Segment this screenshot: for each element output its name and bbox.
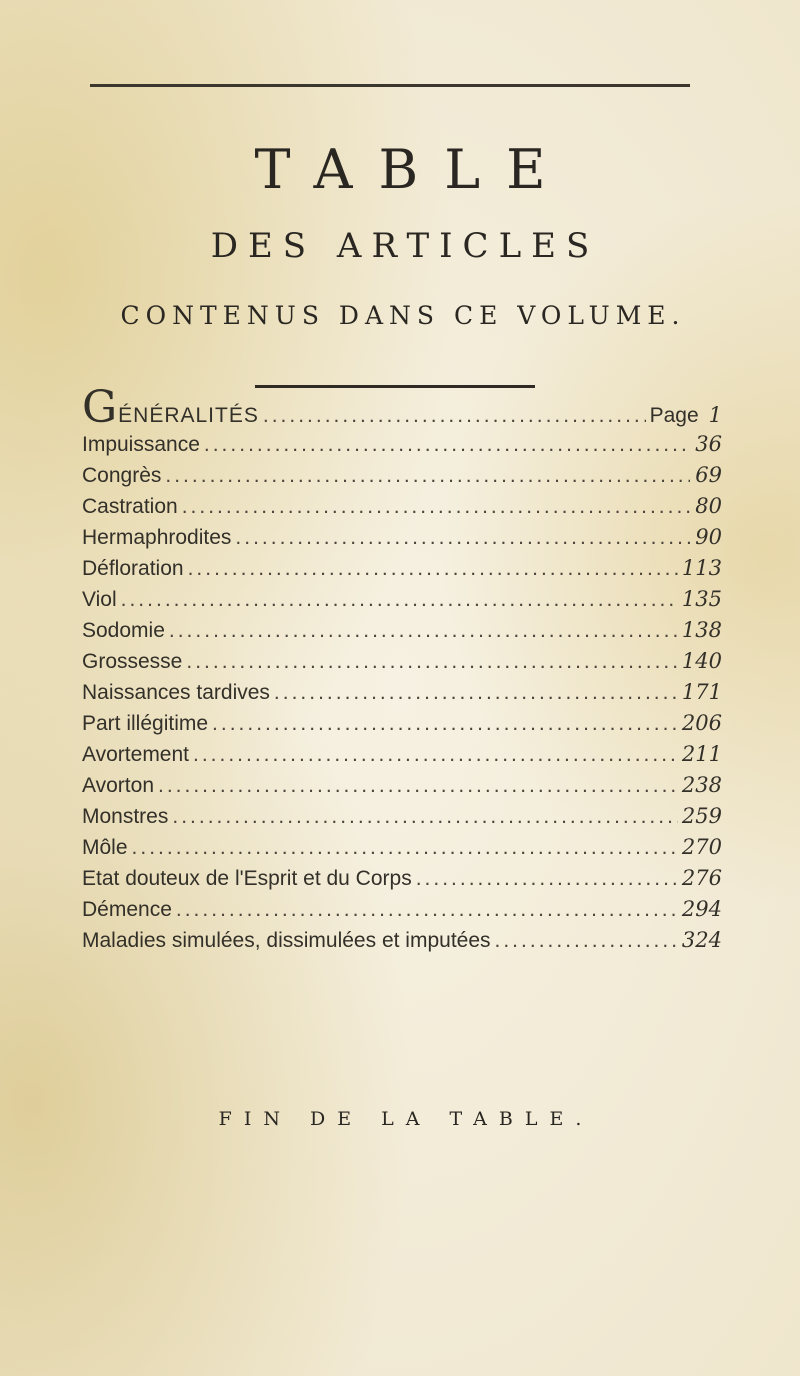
toc-entry-label: Impuissance xyxy=(82,433,200,456)
toc-entry xyxy=(82,429,722,460)
toc-page-number: 69 xyxy=(695,463,722,487)
toc-entry-label: Viol xyxy=(82,588,117,611)
toc-entry xyxy=(82,460,722,491)
page-prefix: Page xyxy=(649,404,699,427)
toc-page-number xyxy=(650,400,722,431)
toc-entry-label: Avorton xyxy=(82,774,154,797)
toc-page-number: 171 xyxy=(681,680,722,704)
toc-entry-label: Castration xyxy=(82,495,178,518)
toc-page-number: 276 xyxy=(681,866,722,890)
toc-entry xyxy=(82,739,722,770)
toc-entry xyxy=(82,646,722,677)
table-of-contents xyxy=(82,382,722,956)
toc-entry xyxy=(82,382,722,433)
dot-leader xyxy=(186,646,678,677)
ornamental-rule xyxy=(255,385,535,388)
dot-leader xyxy=(263,400,646,431)
dot-leader xyxy=(495,925,678,956)
toc-entry xyxy=(82,894,722,925)
dot-leader xyxy=(188,553,678,584)
toc-entry xyxy=(82,677,722,708)
toc-entry-label: Monstres xyxy=(82,805,169,828)
toc-entry-label-text: ÉNÉRALITÉS xyxy=(118,404,259,427)
toc-entry-label: Hermaphrodites xyxy=(82,526,232,549)
dot-leader xyxy=(169,615,678,646)
toc-entry xyxy=(82,708,722,739)
dot-leader xyxy=(172,801,678,832)
page-title: TABLE xyxy=(254,138,572,201)
dot-leader xyxy=(132,832,678,863)
dot-leader xyxy=(182,491,690,522)
toc-page-number: 135 xyxy=(681,587,722,611)
toc-entry-label: Part illégitime xyxy=(82,712,209,735)
toc-entry xyxy=(82,584,722,615)
page-number-value: 1 xyxy=(708,403,722,427)
toc-entry xyxy=(82,491,722,522)
dot-leader xyxy=(176,894,678,925)
toc-entry-label: Grossesse xyxy=(82,650,183,673)
toc-entry xyxy=(82,863,722,894)
dot-leader xyxy=(158,770,678,801)
toc-page-number: 80 xyxy=(695,494,722,518)
toc-page-number: 90 xyxy=(695,525,722,549)
end-of-table-note: FIN DE LA TABLE. xyxy=(218,1108,594,1130)
toc-entry-label: Sodomie xyxy=(82,619,165,642)
dot-leader xyxy=(193,739,678,770)
toc-entry-label: Défloration xyxy=(82,557,184,580)
toc-entry xyxy=(82,522,722,553)
toc-entry-label: Maladies simulées, dissimulées et imputées xyxy=(82,929,491,952)
toc-entry-label: Congrès xyxy=(82,464,162,487)
toc-entry-label: Môle xyxy=(82,836,128,859)
toc-page-number: 238 xyxy=(681,773,722,797)
dot-leader xyxy=(121,584,678,615)
toc-entry xyxy=(82,615,722,646)
toc-page-number: 113 xyxy=(681,556,722,580)
toc-entry xyxy=(82,832,722,863)
toc-entry-label: Avortement xyxy=(82,743,189,766)
dot-leader xyxy=(204,429,690,460)
toc-page-number: 294 xyxy=(681,897,722,921)
toc-entry xyxy=(82,770,722,801)
toc-page-number: 211 xyxy=(681,742,722,766)
dot-leader xyxy=(416,863,678,894)
toc-page-number: 138 xyxy=(681,618,722,642)
dot-leader xyxy=(212,708,678,739)
toc-entry xyxy=(82,801,722,832)
toc-page-number: 259 xyxy=(681,804,722,828)
toc-page-number: 270 xyxy=(681,835,722,859)
toc-page-number: 36 xyxy=(695,432,722,456)
toc-entry xyxy=(82,925,722,956)
toc-entry-label: Naissances tardives xyxy=(82,681,270,704)
dot-leader xyxy=(235,522,690,553)
dot-leader xyxy=(274,677,678,708)
toc-entry-label: Etat douteux de l'Esprit et du Corps xyxy=(82,867,412,890)
toc-entry-label xyxy=(82,382,259,433)
toc-entry xyxy=(82,553,722,584)
toc-page-number: 206 xyxy=(681,711,722,735)
toc-page-number: 140 xyxy=(681,649,722,673)
toc-page-number: 324 xyxy=(681,928,722,952)
page-subtitle-secondary: CONTENUS DANS CE VOLUME. xyxy=(120,301,686,330)
page-subtitle: DES ARTICLES xyxy=(210,226,600,266)
dot-leader xyxy=(165,460,690,491)
toc-entry-label: Démence xyxy=(82,898,172,921)
drop-cap-letter: G xyxy=(82,382,119,433)
top-rule xyxy=(90,84,690,87)
